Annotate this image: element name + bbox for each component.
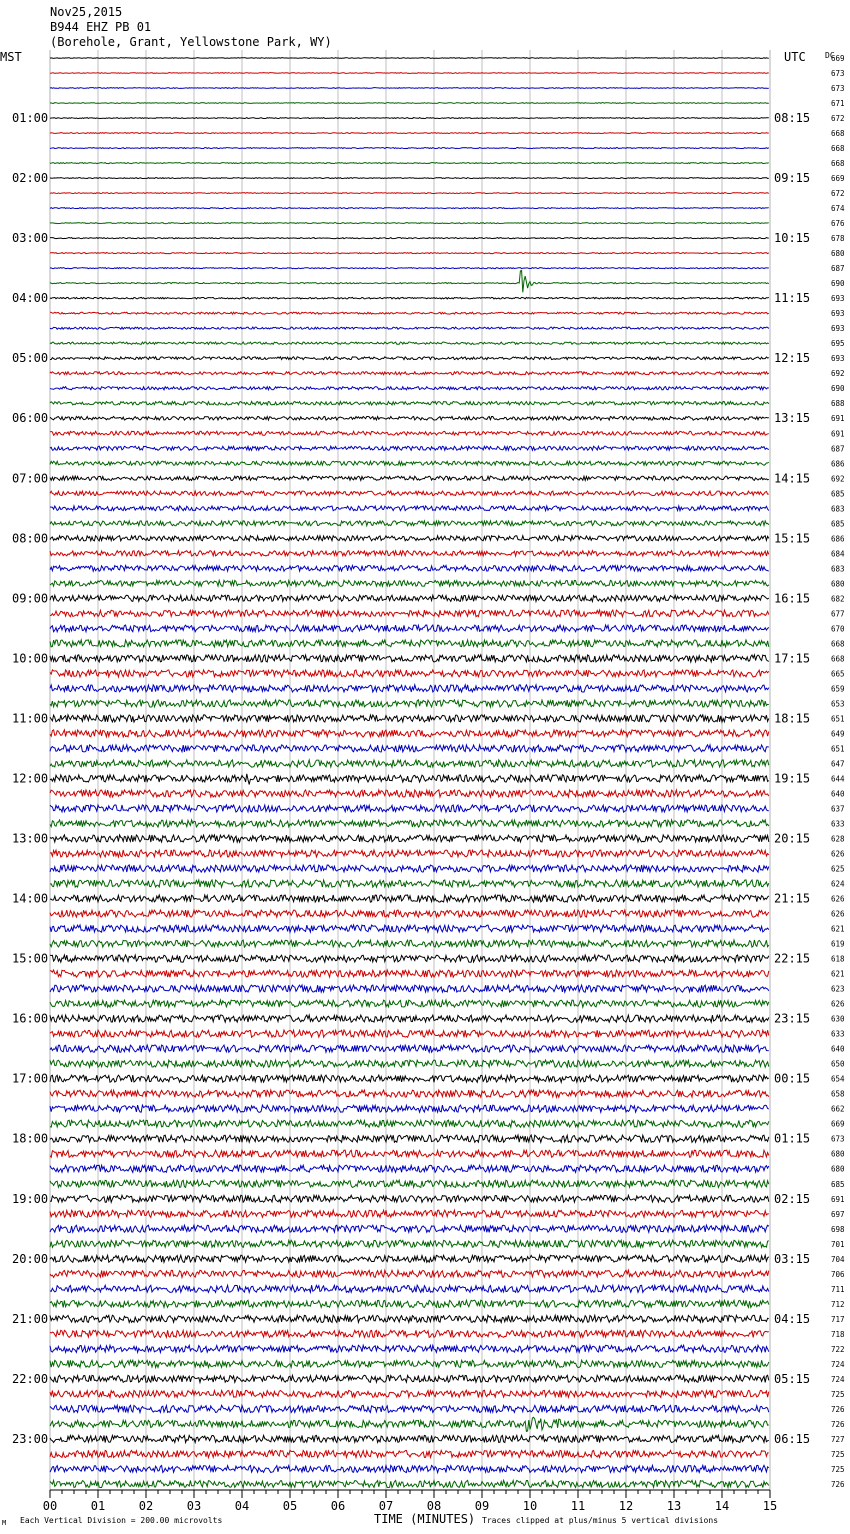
trace-row-81 bbox=[50, 1270, 769, 1277]
trace-row-44 bbox=[50, 715, 769, 722]
dc-offset-value: 701 bbox=[831, 1239, 845, 1249]
dc-offset-value: 665 bbox=[831, 669, 845, 679]
x-tick-label: 06 bbox=[330, 1499, 346, 1513]
x-tick-label: 01 bbox=[90, 1499, 106, 1513]
trace-row-69 bbox=[50, 1090, 769, 1097]
left-time-label: 21:00 bbox=[12, 1311, 49, 1326]
left-time-label: 09:00 bbox=[12, 591, 49, 606]
dc-offset-value: 623 bbox=[831, 984, 845, 994]
right-time-label: 00:15 bbox=[774, 1071, 811, 1086]
trace-row-90 bbox=[50, 1405, 769, 1412]
dc-offset-value: 633 bbox=[831, 1029, 845, 1039]
right-time-label: 10:15 bbox=[774, 231, 811, 246]
right-time-label: 14:15 bbox=[774, 471, 811, 486]
dc-offset-value: 680 bbox=[831, 249, 845, 259]
right-time-label: 18:15 bbox=[774, 711, 811, 726]
trace-row-20 bbox=[50, 357, 769, 360]
trace-row-48 bbox=[50, 774, 769, 785]
dc-offset-value: 673 bbox=[831, 69, 845, 79]
dc-offset-value: 676 bbox=[831, 219, 845, 229]
left-time-label: 22:00 bbox=[12, 1371, 49, 1386]
trace-row-59 bbox=[50, 940, 769, 947]
trace-row-62 bbox=[50, 985, 769, 992]
right-time-label: 12:15 bbox=[774, 351, 811, 366]
header-station: B944 EHZ PB 01 bbox=[50, 20, 152, 34]
dc-offset-value: 697 bbox=[831, 1209, 845, 1219]
left-time-label: 16:00 bbox=[12, 1011, 49, 1026]
left-time-label: 12:00 bbox=[12, 771, 49, 786]
right-time-label: 13:15 bbox=[774, 411, 811, 426]
dc-offset-value: 711 bbox=[831, 1284, 845, 1294]
dc-offset-value: 680 bbox=[831, 1164, 845, 1174]
dc-offset-value: 718 bbox=[831, 1329, 845, 1339]
left-time-label: 08:00 bbox=[12, 531, 49, 546]
trace-row-93 bbox=[50, 1450, 769, 1457]
dc-offset-value: 690 bbox=[831, 384, 845, 394]
trace-row-43 bbox=[50, 700, 769, 707]
dc-offset-value: 678 bbox=[831, 234, 845, 244]
trace-row-78 bbox=[50, 1225, 769, 1232]
trace-row-26 bbox=[50, 446, 769, 450]
trace-row-31 bbox=[50, 521, 769, 526]
trace-row-6 bbox=[50, 148, 769, 149]
dc-offset-value: 690 bbox=[831, 279, 845, 289]
dc-offset-value: 686 bbox=[831, 534, 845, 544]
dc-offset-value: 628 bbox=[831, 834, 845, 844]
right-time-label: 19:15 bbox=[774, 771, 811, 786]
trace-row-46 bbox=[50, 745, 769, 752]
trace-row-15 bbox=[50, 271, 769, 293]
dc-offset-value: 687 bbox=[831, 444, 845, 454]
right-time-label: 17:15 bbox=[774, 651, 811, 666]
right-time-label: 06:15 bbox=[774, 1431, 811, 1446]
clip-note: Traces clipped at plus/minus 5 vertical divisions bbox=[482, 1516, 719, 1525]
x-tick-label: 05 bbox=[282, 1499, 298, 1513]
trace-row-47 bbox=[50, 760, 769, 767]
left-time-label: 18:00 bbox=[12, 1131, 49, 1146]
trace-row-21 bbox=[50, 372, 769, 375]
dc-offset-value: 669 bbox=[831, 1119, 845, 1129]
dc-offset-value: 650 bbox=[831, 1059, 845, 1069]
dc-offset-value: 683 bbox=[831, 564, 845, 574]
dc-offset-value: 630 bbox=[831, 1014, 845, 1024]
dc-label: DC bbox=[825, 51, 835, 60]
trace-row-88 bbox=[50, 1375, 769, 1382]
dc-offset-value: 669 bbox=[831, 174, 845, 184]
right-time-label: 22:15 bbox=[774, 951, 811, 966]
trace-row-73 bbox=[50, 1150, 769, 1157]
x-tick-label: 11 bbox=[570, 1499, 586, 1513]
trace-row-34 bbox=[50, 565, 769, 571]
right-time-label: 21:15 bbox=[774, 891, 811, 906]
trace-row-14 bbox=[50, 268, 769, 269]
left-time-label: 03:00 bbox=[12, 231, 49, 246]
dc-offset-value: 688 bbox=[831, 399, 845, 409]
right-time-label: 03:15 bbox=[774, 1251, 811, 1266]
trace-row-25 bbox=[50, 431, 769, 435]
right-hour-labels bbox=[774, 111, 810, 1446]
trace-row-51 bbox=[50, 820, 769, 827]
dc-offset-value: 649 bbox=[831, 729, 845, 739]
trace-row-9 bbox=[50, 193, 769, 194]
left-time-label: 17:00 bbox=[12, 1071, 49, 1086]
dc-offset-value: 669 bbox=[831, 54, 845, 63]
trace-row-2 bbox=[50, 88, 769, 89]
dc-offset-value: 691 bbox=[831, 429, 845, 439]
dc-offset-value: 726 bbox=[831, 1419, 845, 1429]
dc-offset-value: 668 bbox=[831, 144, 845, 154]
dc-offset-value: 659 bbox=[831, 684, 845, 694]
dc-offset-value: 727 bbox=[831, 1434, 845, 1444]
dc-offset-value: 651 bbox=[831, 744, 845, 754]
trace-row-37 bbox=[50, 610, 769, 617]
trace-row-83 bbox=[50, 1300, 769, 1307]
dc-offset-value: 725 bbox=[831, 1389, 845, 1399]
dc-offset-value: 677 bbox=[831, 609, 845, 619]
right-time-label: 08:15 bbox=[774, 111, 811, 126]
trace-row-42 bbox=[50, 685, 769, 692]
trace-row-95 bbox=[50, 1480, 769, 1487]
dc-offset-value: 693 bbox=[831, 354, 845, 364]
vertical-division-note: Each Vertical Division = 200.00 microvolts bbox=[20, 1516, 223, 1525]
dc-offset-value: 726 bbox=[831, 1404, 845, 1414]
dc-offset-value: 685 bbox=[831, 519, 845, 529]
trace-row-0 bbox=[50, 58, 769, 59]
trace-row-58 bbox=[50, 925, 769, 932]
trace-row-74 bbox=[50, 1165, 769, 1172]
x-tick-label: 02 bbox=[138, 1499, 154, 1513]
seismic-traces bbox=[50, 58, 769, 1488]
trace-row-4 bbox=[50, 118, 769, 119]
dc-offset-value: 670 bbox=[831, 624, 845, 634]
plot-header bbox=[50, 5, 332, 49]
trace-row-13 bbox=[50, 253, 769, 254]
dc-offset-value: 672 bbox=[831, 189, 845, 199]
trace-row-52 bbox=[50, 835, 769, 842]
right-time-label: 15:15 bbox=[774, 531, 811, 546]
dc-offset-value: 618 bbox=[831, 954, 845, 964]
left-time-label: 02:00 bbox=[12, 171, 49, 186]
dc-offset-value: 680 bbox=[831, 579, 845, 589]
trace-row-50 bbox=[50, 805, 769, 812]
trace-row-39 bbox=[50, 640, 769, 647]
trace-row-22 bbox=[50, 387, 769, 390]
left-time-label: 23:00 bbox=[12, 1431, 49, 1446]
x-tick-label: 15 bbox=[762, 1499, 778, 1513]
trace-row-56 bbox=[50, 895, 769, 902]
trace-row-45 bbox=[50, 730, 769, 737]
trace-row-5 bbox=[50, 133, 769, 134]
trace-row-66 bbox=[50, 1045, 769, 1052]
dc-offset-value: 683 bbox=[831, 504, 845, 514]
dc-offset-value: 624 bbox=[831, 879, 845, 889]
dc-offset-value: 698 bbox=[831, 1224, 845, 1234]
trace-row-3 bbox=[50, 103, 769, 104]
dc-offset-value: 625 bbox=[831, 864, 845, 874]
x-tick-label: 00 bbox=[42, 1499, 58, 1513]
right-time-label: 11:15 bbox=[774, 291, 811, 306]
dc-offset-value: 717 bbox=[831, 1314, 845, 1324]
dc-offset-value: 626 bbox=[831, 909, 845, 919]
left-time-label: 07:00 bbox=[12, 471, 49, 486]
trace-row-76 bbox=[50, 1195, 769, 1202]
dc-offset-value: 686 bbox=[831, 459, 845, 469]
left-time-label: 15:00 bbox=[12, 951, 49, 966]
dc-offset-value: 712 bbox=[831, 1299, 845, 1309]
trace-row-57 bbox=[50, 910, 769, 917]
trace-row-38 bbox=[50, 625, 769, 632]
trace-row-91 bbox=[50, 1417, 769, 1431]
dc-offset-value: 640 bbox=[831, 1044, 845, 1054]
left-time-label: 04:00 bbox=[12, 291, 49, 306]
dc-offset-value: 662 bbox=[831, 1104, 845, 1114]
dc-offset-value: 654 bbox=[831, 1074, 845, 1084]
trace-row-28 bbox=[50, 476, 769, 480]
right-time-label: 05:15 bbox=[774, 1371, 811, 1386]
left-time-label: 19:00 bbox=[12, 1191, 49, 1206]
x-tick-label: 03 bbox=[186, 1499, 202, 1513]
trace-row-86 bbox=[50, 1345, 769, 1352]
trace-row-40 bbox=[50, 655, 769, 662]
trace-row-55 bbox=[50, 880, 769, 887]
trace-row-94 bbox=[50, 1465, 769, 1472]
trace-row-11 bbox=[50, 223, 769, 224]
trace-row-71 bbox=[50, 1120, 769, 1127]
dc-offset-value: 621 bbox=[831, 924, 845, 934]
trace-row-85 bbox=[50, 1330, 769, 1337]
trace-row-8 bbox=[50, 178, 769, 179]
dc-offset-value: 691 bbox=[831, 1194, 845, 1204]
dc-offset-value: 651 bbox=[831, 714, 845, 724]
trace-row-64 bbox=[50, 1015, 769, 1022]
dc-offset-value: 684 bbox=[831, 549, 845, 559]
trace-row-19 bbox=[50, 342, 769, 344]
trace-row-27 bbox=[50, 461, 769, 465]
trace-row-75 bbox=[50, 1180, 769, 1187]
dc-offset-value: 685 bbox=[831, 1179, 845, 1189]
dc-offset-value: 692 bbox=[831, 369, 845, 379]
trace-row-32 bbox=[50, 536, 769, 541]
left-time-label: 20:00 bbox=[12, 1251, 49, 1266]
dc-offset-value: 682 bbox=[831, 594, 845, 604]
trace-row-49 bbox=[50, 790, 769, 797]
x-tick-label: 09 bbox=[474, 1499, 490, 1513]
x-tick-label: 13 bbox=[666, 1499, 682, 1513]
right-timezone-label: UTC bbox=[784, 50, 806, 64]
dc-offset-value: 668 bbox=[831, 654, 845, 664]
dc-offset-value: 724 bbox=[831, 1359, 845, 1369]
right-time-label: 16:15 bbox=[774, 591, 811, 606]
trace-row-68 bbox=[50, 1075, 769, 1082]
dc-offset-value: 726 bbox=[831, 1479, 845, 1489]
dc-offset-value: 673 bbox=[831, 84, 845, 94]
trace-row-72 bbox=[50, 1135, 769, 1142]
left-time-label: 13:00 bbox=[12, 831, 49, 846]
trace-row-54 bbox=[50, 865, 769, 872]
dc-offset-value: 668 bbox=[831, 159, 845, 169]
trace-row-16 bbox=[50, 297, 769, 299]
trace-row-77 bbox=[50, 1210, 769, 1217]
trace-row-33 bbox=[50, 551, 769, 556]
trace-row-12 bbox=[50, 238, 769, 239]
dc-offset-value: 673 bbox=[831, 1134, 845, 1144]
x-tick-label: 08 bbox=[426, 1499, 442, 1513]
trace-row-23 bbox=[50, 401, 769, 405]
dc-offset-value: 637 bbox=[831, 804, 845, 814]
trace-row-80 bbox=[50, 1255, 769, 1262]
trace-row-1 bbox=[50, 73, 769, 74]
dc-offset-value: 693 bbox=[831, 324, 845, 334]
dc-offset-value: 626 bbox=[831, 999, 845, 1009]
dc-offset-value: 626 bbox=[831, 894, 845, 904]
dc-offset-value: 671 bbox=[831, 99, 845, 109]
trace-row-41 bbox=[50, 670, 769, 677]
dc-offset-value: 706 bbox=[831, 1269, 845, 1279]
x-axis bbox=[43, 1490, 777, 1513]
left-time-label: 14:00 bbox=[12, 891, 49, 906]
right-time-label: 23:15 bbox=[774, 1011, 811, 1026]
dc-offset-value: 691 bbox=[831, 414, 845, 424]
dc-offset-value: 680 bbox=[831, 1149, 845, 1159]
x-tick-label: 04 bbox=[234, 1499, 250, 1513]
x-tick-label: 14 bbox=[714, 1499, 730, 1513]
x-tick-label: 12 bbox=[618, 1499, 634, 1513]
dc-offset-value: 724 bbox=[831, 1374, 845, 1384]
dc-offset-value: 668 bbox=[831, 639, 845, 649]
trace-row-24 bbox=[50, 416, 769, 420]
x-tick-label: 10 bbox=[522, 1499, 538, 1513]
trace-row-36 bbox=[50, 595, 769, 601]
dc-offset-value: 626 bbox=[831, 849, 845, 859]
dc-offset-value: 725 bbox=[831, 1449, 845, 1459]
trace-row-35 bbox=[50, 580, 769, 586]
trace-row-70 bbox=[50, 1105, 769, 1112]
x-tick-label: 07 bbox=[378, 1499, 394, 1513]
dc-offset-value: 695 bbox=[831, 339, 845, 349]
trace-row-65 bbox=[50, 1030, 769, 1037]
left-time-label: 05:00 bbox=[12, 351, 49, 366]
x-axis-title: TIME (MINUTES) bbox=[374, 1512, 476, 1526]
dc-offset-value: 653 bbox=[831, 699, 845, 709]
left-time-label: 10:00 bbox=[12, 651, 49, 666]
trace-row-7 bbox=[50, 163, 769, 164]
right-time-label: 04:15 bbox=[774, 1311, 811, 1326]
left-time-label: 06:00 bbox=[12, 411, 49, 426]
dc-offset-value: 725 bbox=[831, 1464, 845, 1474]
left-hour-labels bbox=[12, 111, 48, 1446]
trace-row-84 bbox=[50, 1315, 769, 1322]
dc-offset-value: 722 bbox=[831, 1344, 845, 1354]
trace-row-61 bbox=[50, 970, 769, 977]
right-time-label: 09:15 bbox=[774, 171, 811, 186]
dc-offset-value: 640 bbox=[831, 789, 845, 799]
dc-offset-value: 693 bbox=[831, 294, 845, 304]
dc-offset-value: 692 bbox=[831, 474, 845, 484]
trace-row-67 bbox=[50, 1060, 769, 1067]
left-time-label: 11:00 bbox=[12, 711, 49, 726]
right-time-label: 20:15 bbox=[774, 831, 811, 846]
trace-row-29 bbox=[50, 491, 769, 496]
trace-row-82 bbox=[50, 1285, 769, 1292]
trace-row-92 bbox=[50, 1435, 769, 1442]
dc-offset-value: 704 bbox=[831, 1254, 845, 1264]
right-time-label: 01:15 bbox=[774, 1131, 811, 1146]
dc-offset-value: 672 bbox=[831, 114, 845, 124]
dc-offset-value: 668 bbox=[831, 129, 845, 139]
trace-row-60 bbox=[50, 955, 769, 962]
trace-row-18 bbox=[50, 327, 769, 329]
trace-row-10 bbox=[50, 208, 769, 209]
dc-offset-value: 693 bbox=[831, 309, 845, 319]
header-location: (Borehole, Grant, Yellowstone Park, WY) bbox=[50, 35, 332, 49]
footer-corner-mark: M bbox=[2, 1519, 7, 1527]
trace-row-79 bbox=[50, 1240, 769, 1247]
trace-row-53 bbox=[50, 850, 769, 857]
dc-offset-labels bbox=[831, 54, 845, 1489]
dc-offset-value: 619 bbox=[831, 939, 845, 949]
trace-row-89 bbox=[50, 1390, 769, 1397]
dc-offset-value: 687 bbox=[831, 264, 845, 274]
dc-offset-value: 674 bbox=[831, 204, 845, 214]
left-timezone-label: MST bbox=[0, 50, 22, 64]
left-time-label: 01:00 bbox=[12, 111, 49, 126]
trace-row-87 bbox=[50, 1360, 769, 1367]
header-date: Nov25,2015 bbox=[50, 5, 123, 19]
dc-offset-value: 685 bbox=[831, 489, 845, 499]
trace-row-63 bbox=[50, 1000, 769, 1007]
dc-offset-value: 647 bbox=[831, 759, 845, 769]
dc-offset-value: 621 bbox=[831, 969, 845, 979]
dc-offset-value: 644 bbox=[831, 774, 845, 784]
trace-row-17 bbox=[50, 312, 769, 314]
dc-offset-value: 658 bbox=[831, 1089, 845, 1099]
trace-row-30 bbox=[50, 506, 769, 511]
right-time-label: 02:15 bbox=[774, 1191, 811, 1206]
dc-offset-value: 633 bbox=[831, 819, 845, 829]
